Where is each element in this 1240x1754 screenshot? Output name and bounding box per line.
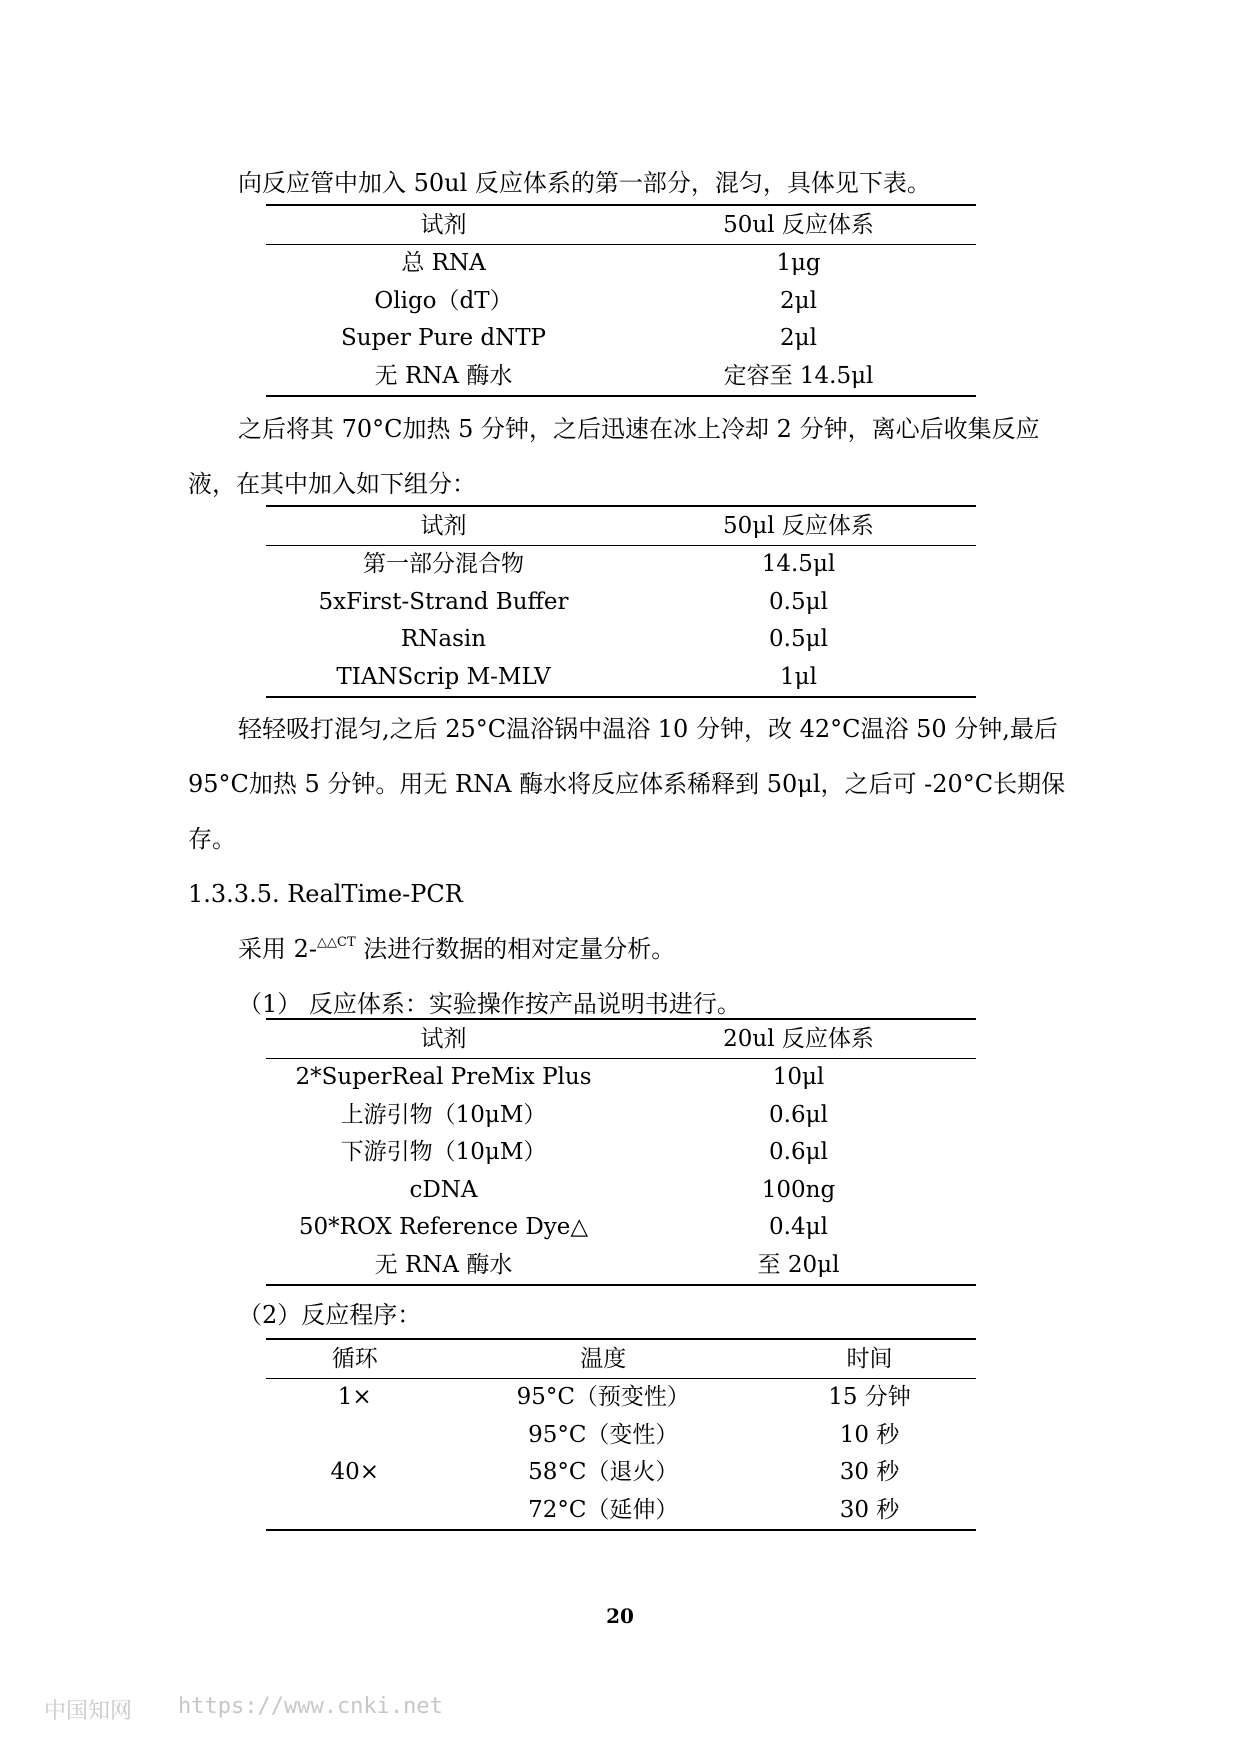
table-cell: 2μl [780, 325, 817, 352]
reagent-table-2 [266, 505, 976, 698]
table-cell: Super Pure dNTP [340, 325, 547, 352]
reagent-table-1 [266, 204, 976, 397]
table-cell: 30 秒 [839, 1459, 900, 1486]
table-row [266, 1171, 976, 1209]
table-header-cell: 循环 [331, 1345, 378, 1372]
table-row [266, 621, 976, 659]
table-row [266, 1134, 976, 1172]
table-cell: 15 分钟 [828, 1384, 911, 1411]
section-heading: 1.3.3.5. RealTime-PCR [188, 880, 463, 908]
table-cell: cDNA [409, 1176, 478, 1203]
table-cell: 95°C（预变性） [516, 1384, 690, 1411]
paragraph-after-table2-line3: 存。 [188, 825, 236, 853]
table-cell: 0.5μl [769, 588, 828, 615]
table-header-row [266, 205, 976, 244]
table-row [266, 357, 976, 396]
table-cell: 0.6μl [769, 1101, 828, 1128]
table-cell: 58°C（退火） [528, 1459, 679, 1486]
table-row [266, 583, 976, 621]
table-cell: 14.5μl [761, 551, 836, 578]
table-cell: 95°C（变性） [528, 1421, 679, 1448]
pcr-program-table [266, 1338, 976, 1531]
table-cell: 30 秒 [839, 1496, 900, 1523]
table-cell: 下游引物（10μM） [340, 1139, 547, 1166]
paragraph-after-table2-line2: 95°C加热 5 分钟。用无 RNA 酶水将反应体系稀释到 50μl，之后可 -20°C长期保 [188, 770, 1066, 798]
table-row [266, 545, 976, 583]
paragraph-method [238, 934, 675, 964]
table-cell: 10μl [772, 1064, 825, 1091]
table-cell: 72°C（延伸） [528, 1496, 679, 1523]
table-header-cell: 温度 [580, 1345, 627, 1372]
paragraph-after-table2-line1: 轻轻吸打混匀,之后 25°C温浴锅中温浴 10 分钟，改 42°C温浴 50 分钟,最后 [238, 715, 1058, 743]
reagent-table-3 [266, 1018, 976, 1286]
table-cell: 定容至 14.5μl [723, 362, 874, 389]
table-cell [266, 1416, 444, 1454]
table-cell: Oligo（dT） [374, 287, 513, 314]
table-cell: 10 秒 [839, 1421, 900, 1448]
table-cell: 5xFirst-Strand Buffer [318, 588, 569, 615]
table-header-cell: 时间 [846, 1345, 893, 1372]
table-cell: 至 20μl [757, 1251, 840, 1278]
table-row [266, 244, 976, 282]
table-cell: 40× [330, 1459, 380, 1486]
method-prefix: 采用 2- [238, 935, 318, 963]
table-header-cell: 试剂 [420, 512, 467, 539]
page-number: 20 [606, 1604, 634, 1628]
table-row [266, 658, 976, 697]
table-cell: 1μl [780, 663, 817, 690]
table-row [266, 1209, 976, 1247]
table-cell: 100ng [761, 1176, 836, 1203]
table-cell: 0.4μl [769, 1214, 828, 1241]
table-row [266, 1454, 976, 1492]
paragraph-after-table1-line1: 之后将其 70°C加热 5 分钟，之后迅速在冰上冷却 2 分钟，离心后收集反应 [238, 415, 1040, 443]
table-row [266, 1491, 976, 1530]
table-cell: 2*SuperReal PreMix Plus [295, 1064, 592, 1091]
table-row [266, 282, 976, 320]
table-cell: 总 RNA [401, 250, 486, 277]
table-header-row [266, 1339, 976, 1378]
table-row [266, 1246, 976, 1285]
table-cell: 第一部分混合物 [363, 551, 524, 578]
table-header-cell: 50ul 反应体系 [723, 211, 874, 238]
table-cell: 无 RNA 酶水 [374, 362, 513, 389]
table-row [266, 320, 976, 358]
paragraph-after-table1-line2: 液，在其中加入如下组分： [188, 470, 476, 498]
list-item-2: （2）反应程序： [238, 1301, 422, 1329]
watermark-url: https://www.cnki.net [178, 1694, 443, 1719]
method-superscript: △△CT [317, 935, 356, 950]
table-cell: 上游引物（10μM） [340, 1101, 547, 1128]
table-cell: 1× [337, 1384, 372, 1411]
table-cell: TIANScrip M-MLV [336, 663, 551, 690]
table-header-cell: 试剂 [420, 1025, 467, 1052]
table-cell [266, 1491, 444, 1530]
table-cell: RNasin [400, 626, 487, 653]
method-suffix: 法进行数据的相对定量分析。 [355, 935, 676, 963]
table-header-cell: 20ul 反应体系 [723, 1025, 874, 1052]
table-header-row [266, 506, 976, 545]
watermark-site-name: 中国知网 [44, 1699, 133, 1724]
list-item-1: （1） 反应体系：实验操作按产品说明书进行。 [238, 990, 741, 1018]
paragraph-intro-table1: 向反应管中加入 50ul 反应体系的第一部分，混匀，具体见下表。 [238, 169, 931, 197]
table-header-cell: 50μl 反应体系 [723, 512, 874, 539]
table-cell: 0.5μl [769, 626, 828, 653]
table-cell: 0.6μl [769, 1139, 828, 1166]
table-row [266, 1058, 976, 1096]
table-cell: 50*ROX Reference Dye△ [298, 1214, 589, 1241]
table-header-row [266, 1019, 976, 1058]
table-cell: 2μl [780, 287, 817, 314]
table-cell: 1μg [776, 250, 821, 277]
table-row [266, 1416, 976, 1454]
table-row [266, 1096, 976, 1134]
table-row [266, 1378, 976, 1416]
table-header-cell: 试剂 [420, 211, 467, 238]
table-cell: 无 RNA 酶水 [374, 1251, 513, 1278]
